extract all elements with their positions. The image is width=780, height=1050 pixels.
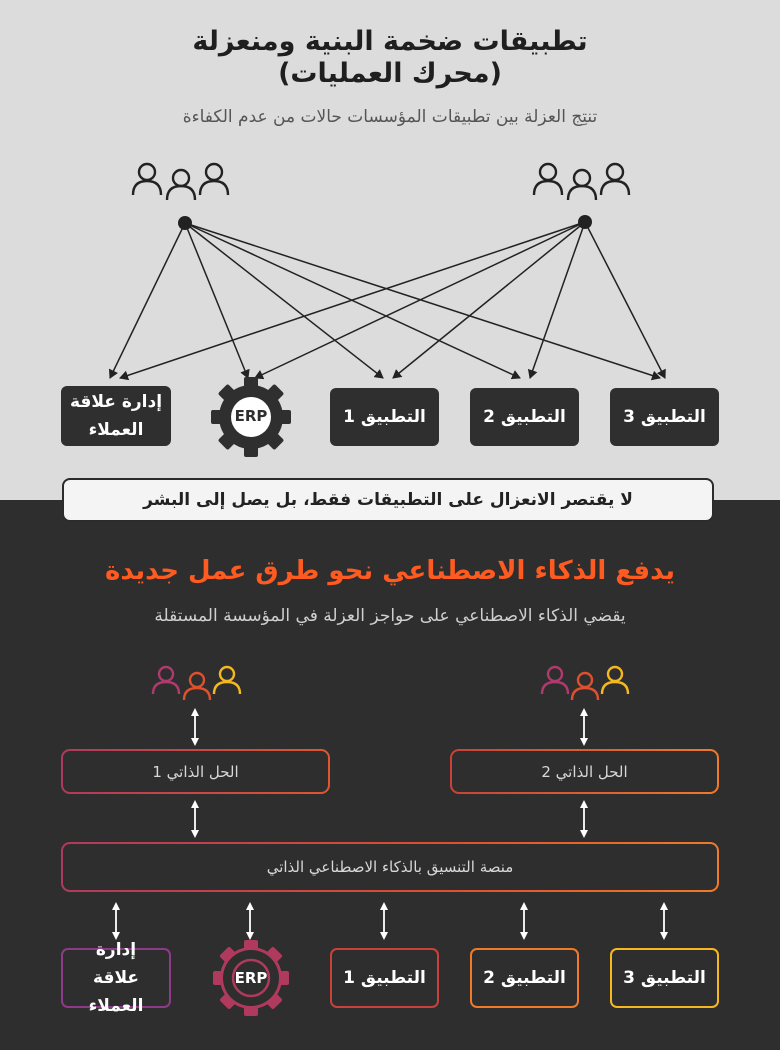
- silo-banner: لا يقتصر الانعزال على التطبيقات فقط، بل يصل إلى البشر: [62, 478, 714, 522]
- orchestration-platform-box: [61, 842, 719, 892]
- app1-label: التطبيق 1: [343, 407, 426, 427]
- page-title-line1: تطبيقات ضخمة البنية ومنعزلة: [192, 26, 588, 57]
- double-arrow-icon: [116, 712, 664, 936]
- people-group-icon: [153, 667, 240, 700]
- erp-label-bottom: ERP: [234, 969, 268, 987]
- crm-app-box-bottom: [61, 940, 171, 1016]
- page-title-line2: (محرك العمليات): [278, 58, 502, 89]
- top-subtitle: تنتِج العزلة بين تطبيقات المؤسسات حالات من عدم الكفاءة: [182, 107, 598, 127]
- app1-label-bottom: التطبيق 1: [343, 968, 426, 988]
- app3-label: التطبيق 3: [623, 407, 706, 427]
- people-group-icon: [542, 667, 628, 700]
- app3-label-bottom: التطبيق 3: [623, 968, 706, 988]
- erp-label: ERP: [234, 407, 268, 425]
- autonomous-agent-2-box: [450, 749, 719, 794]
- agent1-label: الحل الذاتي 1: [152, 762, 239, 781]
- app3-box-bottom: [610, 948, 719, 1008]
- platform-label: منصة التنسيق بالذكاء الاصطناعي الذاتي: [266, 858, 514, 876]
- agent2-label: الحل الذاتي 2: [541, 762, 628, 781]
- autonomous-agent-1-box: [61, 749, 330, 794]
- ai-title: يدفع الذكاء الاصطناعي نحو طرق عمل جديدة: [105, 556, 675, 586]
- crm-label-bottom: إدارة علاقة العملاء: [88, 940, 144, 1016]
- app2-box-bottom: [470, 948, 579, 1008]
- app2-label-bottom: التطبيق 2: [483, 968, 566, 988]
- app1-box-bottom: [330, 948, 439, 1008]
- app2-label: التطبيق 2: [483, 407, 566, 427]
- crm-label: إدارة علاقة العملاء: [69, 392, 163, 440]
- ai-subtitle: يقضي الذكاء الاصطناعي على حواجز العزلة في المؤسسة المستقلة: [154, 606, 626, 626]
